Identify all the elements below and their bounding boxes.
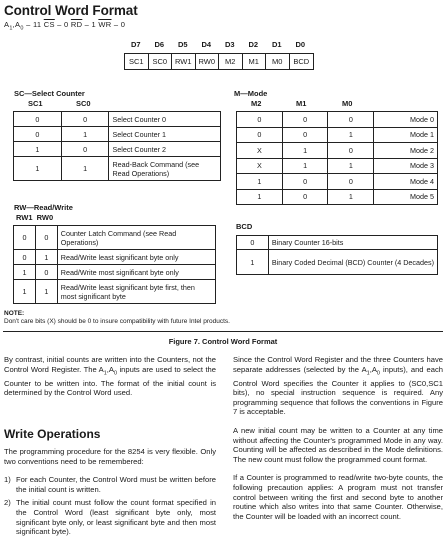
table-row: 1 Binary Coded Decimal (BCD) Counter (4 Decades) [237, 250, 438, 275]
control-word-bits [124, 40, 314, 70]
mode-table [236, 111, 438, 205]
mode-col-m1: M1 [296, 99, 307, 108]
bit-value: SC0 [149, 54, 173, 69]
left-column-intro [4, 355, 216, 407]
section-heading: Write Operations [4, 427, 101, 441]
table-row: 1 0 Select Counter 2 [14, 142, 221, 157]
table-row: 0 0 Counter Latch Command (see Read Operations) [14, 226, 216, 250]
table-row: X 1 1 Mode 3 [237, 158, 438, 174]
bcd-table [236, 235, 438, 275]
table-row: 0 1 Read/Write least significant byte only [14, 250, 216, 265]
bit-values [124, 53, 314, 70]
table-row: 1 0 0 Mode 4 [237, 174, 438, 190]
paragraph: The programming procedure for the 8254 is very flexible. Only two conventions need to be remembered: [4, 447, 216, 466]
list-item: 1) For each Counter, the Control Word must be written before the initial count is written. [4, 475, 216, 494]
rw-cols: RW1 RW0 [16, 213, 54, 222]
bit-header: D2 [248, 40, 259, 49]
table-row: 0 1 Select Counter 1 [14, 127, 221, 142]
bit-value: M1 [243, 54, 267, 69]
rw-title: RW—Read/Write [14, 203, 73, 212]
bcd-title: BCD [236, 222, 253, 231]
table-row: 0 0 0 Mode 0 [237, 112, 438, 128]
mode-col-m2: M2 [251, 99, 262, 108]
paragraph: A new initial count may be written to a Counter at any time without affecting the Counter's programmed Mode in any way. Counting will be affected as described in the Mode definitions. The new count must follow the programmed count format. [233, 426, 443, 464]
rw-table [13, 225, 216, 304]
table-row: X 1 0 Mode 2 [237, 143, 438, 159]
bit-header: D7 [130, 40, 141, 49]
left-column-body [4, 447, 216, 537]
divider [3, 331, 443, 332]
table-row: 1 1 Read/Write least significant byte first, then most significant byte [14, 280, 216, 304]
bit-value: RW1 [172, 54, 196, 69]
figure-caption: Figure 7. Control Word Format [168, 337, 278, 346]
bit-value: M0 [266, 54, 290, 69]
table-row: 0 0 1 Mode 1 [237, 127, 438, 143]
table-row: 1 0 Read/Write most significant byte only [14, 265, 216, 280]
page-title: Control Word Format [4, 3, 138, 18]
bit-header: D5 [177, 40, 188, 49]
bit-headers [124, 40, 314, 53]
table-row: 1 0 1 Mode 5 [237, 189, 438, 205]
table-row: 1 1 Read-Back Command (see Read Operations) [14, 157, 221, 181]
note-label: NOTE: [4, 310, 25, 317]
bit-value: BCD [293, 57, 310, 66]
bit-header: D3 [224, 40, 235, 49]
bit-value: RW0 [196, 54, 220, 69]
sc-table [13, 111, 221, 181]
sc-title: SC—Select Counter [14, 89, 85, 98]
paragraph: By contrast, initial counts are written into the Counters, not the Control Word Register. The $A_1,A_0$ inputs are used to select the Counter to be written into. The format of the initial count is determined by the Control Word used. [4, 355, 217, 398]
bit-value: SC1 [125, 54, 149, 69]
sc-col-sc0: SC0 [76, 99, 91, 108]
bit-header: D4 [201, 40, 212, 49]
right-column [233, 355, 443, 530]
paragraph: If a Counter is programmed to read/write two-byte counts, the following precaution applies: A program must not transfer control between writing the first and second byte to another routine which also writes into that same Counter. Otherwise, the Counter will be loaded with an incorrect count. [233, 473, 443, 521]
mode-col-m0: M0 [342, 99, 353, 108]
list-item: 2) The initial count must follow the count format specified in the Control Word (least significant byte only, most significant byte only, or least significant byte and then most significant byte). [4, 498, 216, 537]
bit-header: D0 [295, 40, 306, 49]
sc-col-sc1: SC1 [28, 99, 43, 108]
signal-conditions: $A_1,A_0 - 11$ $\overline{CS} - 0$ $\overline{RD} - 1$ $\overline{WR} - 0$ [4, 20, 126, 32]
bit-value: M2 [219, 54, 243, 69]
paragraph: Since the Control Word Register and the three Counters have separate addresses (selected by the $A_1,A_0$ inputs), and each Control Word specifies the Counter it applies to (SC0,SC1 bits), no special instruction sequence is required. Any programming sequence that follows the conventions in Figure 7 is acceptable. [233, 355, 443, 417]
mode-title: M—Mode [234, 89, 268, 98]
note-text: Don't care bits (X) should be 0 to insure compatibility with future Intel products. [4, 318, 230, 325]
table-row: 0 0 Select Counter 0 [14, 112, 221, 127]
bit-header: D6 [154, 40, 165, 49]
table-row: 0 Binary Counter 16-bits [237, 236, 438, 250]
bit-header: D1 [271, 40, 282, 49]
